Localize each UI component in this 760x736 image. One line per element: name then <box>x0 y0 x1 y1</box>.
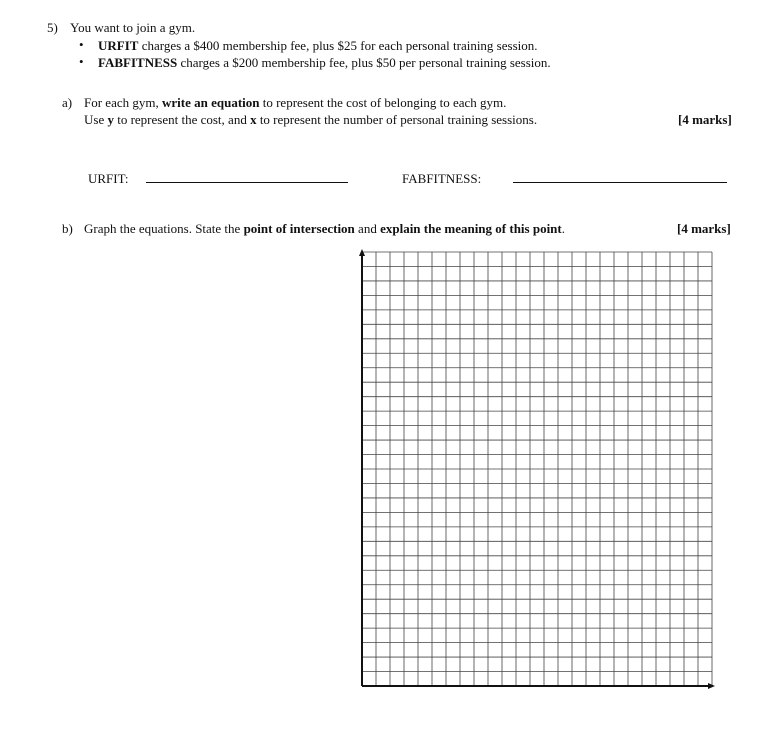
urfit-answer-line[interactable] <box>146 168 348 183</box>
part-a-line2 <box>84 112 537 127</box>
part-a-marks: [4 marks] <box>678 112 732 127</box>
bullet-fabfitness-text: charges a $200 membership fee, plus $50 per personal training session. <box>177 55 551 70</box>
part-a-line2-pre: Use <box>84 112 108 127</box>
fabfitness-answer-label: FABFITNESS: <box>402 171 482 186</box>
var-y: y <box>107 112 114 127</box>
question-intro: You want to join a gym. <box>70 20 196 35</box>
part-b-bold1: point of intersection <box>243 221 355 236</box>
gym-name-urfit: URFIT <box>98 38 139 53</box>
question-number: 5) <box>47 20 58 35</box>
grid-lines <box>362 252 712 686</box>
part-b-mid: and <box>354 221 381 236</box>
part-a-line1 <box>84 95 506 110</box>
part-b-post: . <box>561 221 565 236</box>
part-a-line2-post: to represent the number of personal training sessions. <box>256 112 538 127</box>
gym-name-fabfitness: FABFITNESS <box>98 55 178 70</box>
bullet-urfit <box>98 38 538 53</box>
bullet-icon: • <box>79 54 84 69</box>
part-b-marks: [4 marks] <box>677 221 731 236</box>
fabfitness-answer-line[interactable] <box>513 168 727 183</box>
y-axis-arrow-icon <box>359 249 365 256</box>
part-b-label: b) <box>62 221 73 236</box>
part-b-pre: Graph the equations. State the <box>84 221 244 236</box>
graph-grid[interactable] <box>355 246 717 692</box>
part-a-line1-post: to represent the cost of belonging to each gym. <box>259 95 507 110</box>
part-a-line1-pre: For each gym, <box>84 95 162 110</box>
part-a-line2-mid: to represent the cost, and <box>113 112 251 127</box>
part-a-label: a) <box>62 95 73 110</box>
urfit-answer-label: URFIT: <box>88 171 129 186</box>
part-b-text <box>84 221 565 236</box>
part-a-line1-bold: write an equation <box>161 95 260 110</box>
bullet-fabfitness <box>98 55 551 70</box>
bullet-urfit-text: charges a $400 membership fee, plus $25 for each personal training session. <box>138 38 538 53</box>
x-axis-arrow-icon <box>708 683 715 689</box>
bullet-icon: • <box>79 37 84 52</box>
var-x: x <box>250 112 257 127</box>
part-b-bold2: explain the meaning of this point <box>380 221 562 236</box>
